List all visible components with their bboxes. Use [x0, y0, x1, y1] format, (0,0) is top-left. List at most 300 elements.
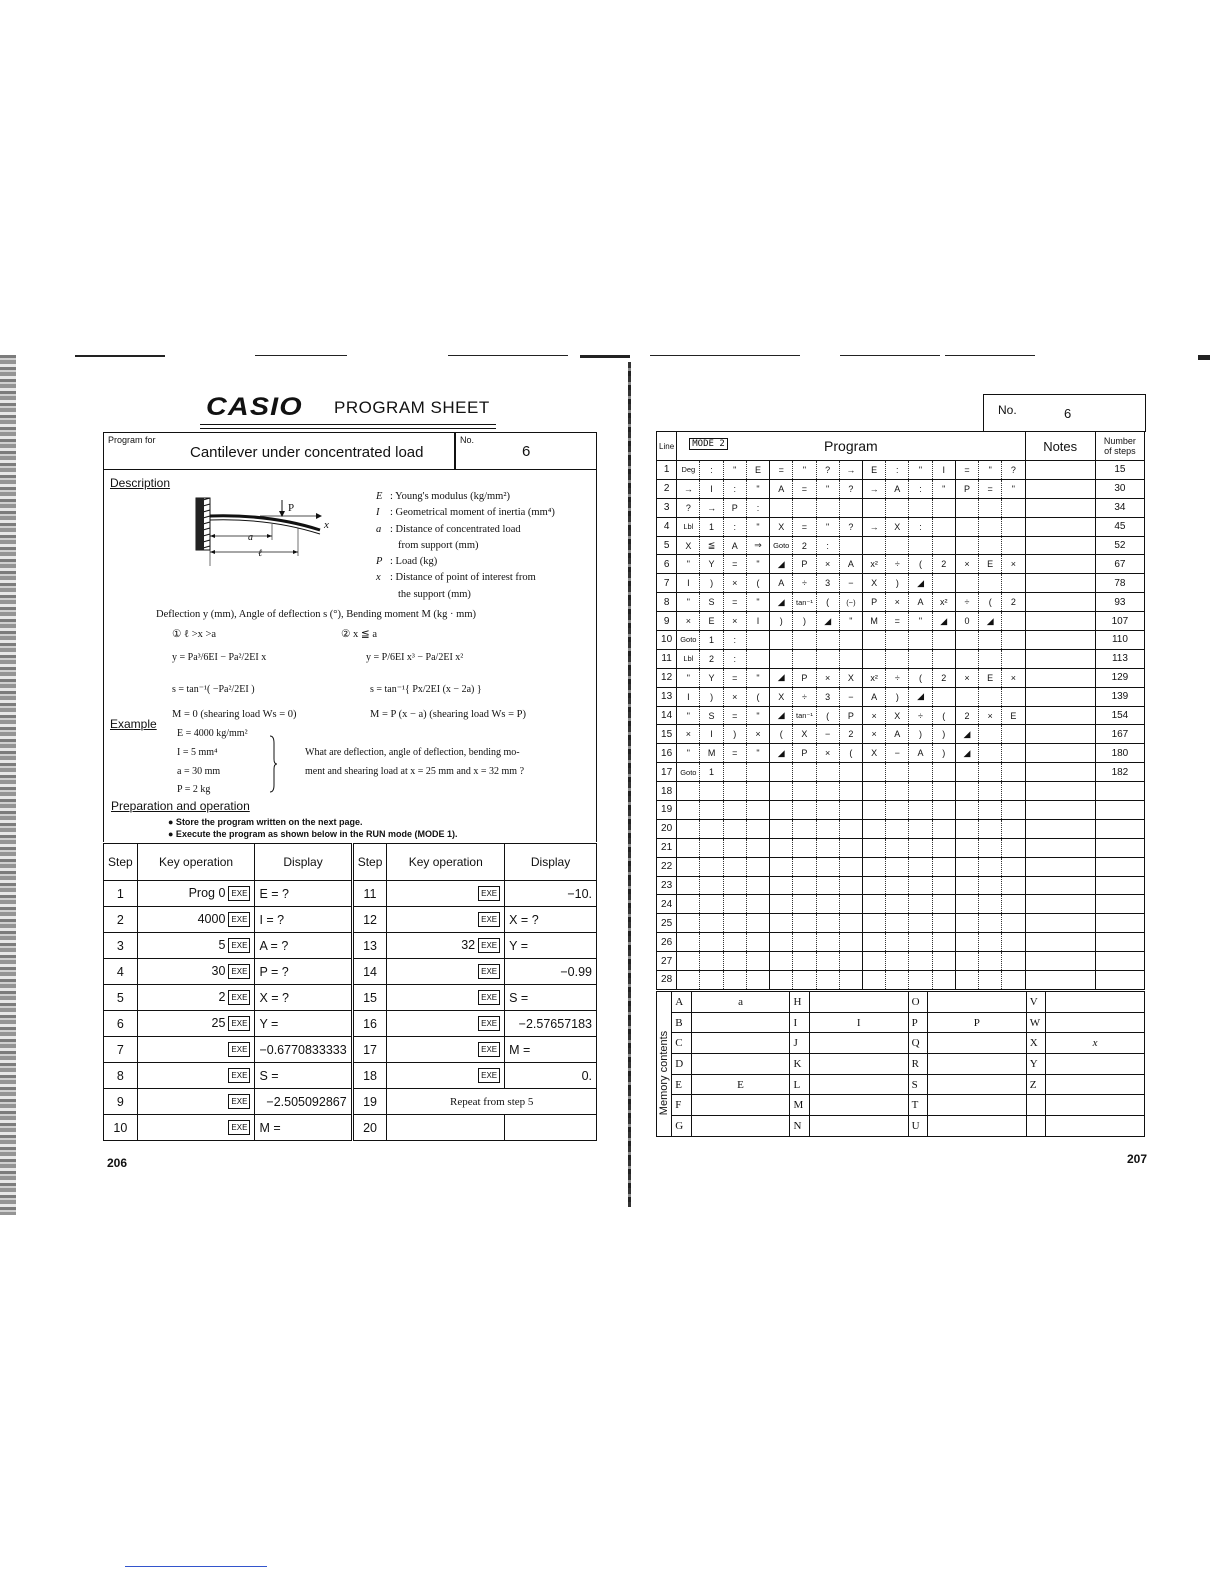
line-number: 6	[657, 555, 677, 574]
program-cell	[770, 801, 793, 820]
program-cell: x²	[862, 555, 885, 574]
program-cell: 2	[932, 668, 955, 687]
notes-cell	[1025, 668, 1095, 687]
program-cell	[816, 876, 839, 895]
program-cell	[770, 782, 793, 801]
program-cell	[979, 649, 1002, 668]
program-cell: "	[979, 461, 1002, 480]
program-cell	[862, 857, 885, 876]
line-number: 11	[657, 649, 677, 668]
program-cell	[723, 819, 746, 838]
program-cell	[955, 517, 978, 536]
notes-cell	[1025, 838, 1095, 857]
program-cell	[1002, 801, 1025, 820]
program-line	[657, 536, 1145, 555]
program-cell	[979, 819, 1002, 838]
program-cell	[1002, 876, 1025, 895]
program-cell: ÷	[909, 706, 932, 725]
program-line	[657, 744, 1145, 763]
prep-bullets	[168, 816, 457, 840]
program-cell	[979, 971, 1002, 990]
notes-cell	[1025, 706, 1095, 725]
program-cell	[932, 819, 955, 838]
program-cell	[862, 914, 885, 933]
memory-register: L	[790, 1074, 809, 1095]
program-cell	[955, 838, 978, 857]
memory-value: P	[927, 1012, 1026, 1033]
program-line	[657, 612, 1145, 631]
program-cell	[886, 498, 909, 517]
program-line	[657, 725, 1145, 744]
steps-cell: 67	[1095, 555, 1144, 574]
program-cell: (	[932, 706, 955, 725]
exe-key: EXE	[228, 938, 250, 953]
program-cell: :	[886, 461, 909, 480]
scan-line	[1198, 355, 1210, 360]
notes-cell	[1025, 801, 1095, 820]
step-number: 7	[104, 1037, 138, 1063]
step-number: 20	[352, 1115, 387, 1141]
key-operation-cell	[137, 1115, 255, 1141]
program-cell: =	[793, 517, 816, 536]
program-cell: I	[677, 574, 700, 593]
memory-register: P	[908, 1012, 927, 1033]
key-operation-cell	[387, 1037, 505, 1063]
program-cell: ÷	[955, 593, 978, 612]
program-cell	[1002, 971, 1025, 990]
key-entry: 25	[211, 1015, 226, 1030]
program-cell: ?	[1002, 461, 1025, 480]
program-cell: x²	[862, 668, 885, 687]
memory-value	[1046, 1054, 1145, 1075]
program-cell: =	[955, 461, 978, 480]
program-cell: ◢	[909, 574, 932, 593]
program-cell	[955, 876, 978, 895]
legend-symbol: P	[376, 556, 383, 568]
program-cell	[979, 801, 1002, 820]
program-cell	[746, 763, 769, 782]
program-cell: −	[839, 687, 862, 706]
legend-row	[376, 505, 555, 521]
description-heading: Description	[110, 476, 171, 490]
program-cell: ?	[677, 498, 700, 517]
program-cell: 2	[955, 706, 978, 725]
program-table	[656, 431, 1145, 990]
program-cell: ⇒	[746, 536, 769, 555]
program-cell: "	[909, 612, 932, 631]
display-cell: −10.	[505, 881, 597, 907]
key-entry: 30	[211, 963, 226, 978]
memory-value	[809, 1033, 908, 1054]
program-cell: 3	[816, 574, 839, 593]
program-cell: P	[793, 744, 816, 763]
program-cell	[979, 895, 1002, 914]
steps-cell: 15	[1095, 461, 1144, 480]
legend-row	[376, 489, 555, 505]
steps-cell: 45	[1095, 517, 1144, 536]
program-cell: ×	[723, 612, 746, 631]
memory-value: I	[809, 1012, 908, 1033]
program-cell	[793, 895, 816, 914]
program-cell	[979, 876, 1002, 895]
divider	[454, 433, 456, 469]
scan-line	[448, 355, 568, 356]
step-number: 3	[104, 933, 138, 959]
steps-cell	[1095, 782, 1144, 801]
program-cell: :	[909, 479, 932, 498]
program-rows	[657, 461, 1145, 990]
legend-text: : Load (kg)	[390, 556, 438, 568]
program-cell: x²	[932, 593, 955, 612]
program-cell: P	[793, 668, 816, 687]
program-cell: ◢	[909, 687, 932, 706]
line-number: 2	[657, 479, 677, 498]
notes-cell	[1025, 461, 1095, 480]
program-cell	[932, 933, 955, 952]
table-row	[104, 1063, 597, 1089]
display-cell: 0.	[505, 1063, 597, 1089]
program-cell	[909, 536, 932, 555]
program-cell: ×	[979, 706, 1002, 725]
program-cell: I	[746, 612, 769, 631]
steps-cell: 167	[1095, 725, 1144, 744]
program-cell	[955, 631, 978, 650]
program-cell	[932, 895, 955, 914]
program-cell	[909, 782, 932, 801]
program-cell	[816, 933, 839, 952]
program-cell	[746, 649, 769, 668]
program-cell	[862, 649, 885, 668]
key-operation-cell	[137, 1063, 255, 1089]
program-line	[657, 461, 1145, 480]
program-cell	[746, 952, 769, 971]
notes-cell	[1025, 952, 1095, 971]
program-cell: ÷	[886, 668, 909, 687]
steps-cell: 52	[1095, 536, 1144, 555]
program-cell	[862, 876, 885, 895]
program-cell	[909, 649, 932, 668]
program-cell: "	[746, 593, 769, 612]
program-cell: Lbl	[677, 649, 700, 668]
step-header: Step	[352, 844, 387, 881]
program-cell	[886, 801, 909, 820]
step-number: 9	[104, 1089, 138, 1115]
no-label: No.	[998, 403, 1017, 417]
program-cell: Y	[700, 555, 723, 574]
program-cell	[677, 838, 700, 857]
program-cell: −	[886, 744, 909, 763]
memory-register: Y	[1026, 1054, 1045, 1075]
step-number: 10	[104, 1115, 138, 1141]
program-cell	[793, 933, 816, 952]
program-cell: tan⁻¹	[793, 706, 816, 725]
program-cell	[932, 649, 955, 668]
program-cell	[955, 914, 978, 933]
display-cell: M =	[255, 1115, 352, 1141]
memory-value	[809, 1074, 908, 1095]
program-cell	[1002, 895, 1025, 914]
program-cell	[979, 782, 1002, 801]
program-cell: ×	[746, 725, 769, 744]
program-cell	[909, 857, 932, 876]
memory-register: D	[672, 1054, 691, 1075]
program-cell	[723, 763, 746, 782]
program-cell	[816, 838, 839, 857]
notes-cell	[1025, 536, 1095, 555]
key-operation-rows	[104, 881, 597, 1141]
program-cell: →	[862, 517, 885, 536]
program-cell	[932, 914, 955, 933]
program-cell: (	[909, 668, 932, 687]
program-cell	[862, 498, 885, 517]
steps-cell: 154	[1095, 706, 1144, 725]
program-cell: )	[723, 725, 746, 744]
line-number: 13	[657, 687, 677, 706]
step-number: 17	[352, 1037, 387, 1063]
program-cell	[677, 952, 700, 971]
no-value: 6	[1064, 406, 1072, 421]
line-number: 26	[657, 933, 677, 952]
program-cell: −	[816, 725, 839, 744]
program-cell: Y	[700, 668, 723, 687]
program-cell: I	[700, 725, 723, 744]
program-cell	[746, 838, 769, 857]
program-cell: "	[816, 517, 839, 536]
program-cell: )	[886, 574, 909, 593]
program-cell	[1002, 744, 1025, 763]
legend-text: : Distance of point of interest from	[390, 572, 536, 584]
program-cell	[932, 517, 955, 536]
program-cell: ≦	[700, 536, 723, 555]
program-cell	[839, 649, 862, 668]
program-cell	[979, 763, 1002, 782]
display-cell: S =	[255, 1063, 352, 1089]
key-operation-cell	[387, 933, 505, 959]
diagram-l-label: ℓ	[258, 548, 263, 559]
program-cell	[816, 895, 839, 914]
program-cell	[816, 857, 839, 876]
program-cell: "	[1002, 479, 1025, 498]
program-cell	[955, 687, 978, 706]
step-number: 5	[104, 985, 138, 1011]
program-cell	[839, 876, 862, 895]
program-cell	[770, 649, 793, 668]
program-line	[657, 782, 1145, 801]
program-cell	[700, 819, 723, 838]
program-cell	[909, 819, 932, 838]
step-number: 2	[104, 907, 138, 933]
program-cell	[955, 819, 978, 838]
program-line	[657, 631, 1145, 650]
program-cell	[932, 631, 955, 650]
program-cell	[793, 498, 816, 517]
program-cell	[955, 801, 978, 820]
program-cell: "	[677, 706, 700, 725]
notes-cell	[1025, 819, 1095, 838]
program-cell: Goto	[677, 631, 700, 650]
display-cell: X = ?	[505, 907, 597, 933]
program-cell: 1	[700, 763, 723, 782]
memory-row	[657, 992, 1145, 1013]
program-cell	[862, 782, 885, 801]
program-cell: E	[700, 612, 723, 631]
memory-register: B	[672, 1012, 691, 1033]
program-cell	[886, 895, 909, 914]
program-cell	[793, 914, 816, 933]
display-cell: −0.6770833333	[255, 1037, 352, 1063]
table-row	[104, 1115, 597, 1141]
program-cell: ◢	[770, 593, 793, 612]
program-cell	[955, 952, 978, 971]
program-cell	[723, 838, 746, 857]
legend-row	[376, 587, 555, 603]
memory-register: W	[1026, 1012, 1045, 1033]
display-cell: P = ?	[255, 959, 352, 985]
program-cell	[886, 971, 909, 990]
program-cell	[955, 649, 978, 668]
program-cell: "	[746, 555, 769, 574]
program-cell	[677, 782, 700, 801]
table-row	[104, 907, 597, 933]
step-number: 4	[104, 959, 138, 985]
program-cell: E	[1002, 706, 1025, 725]
steps-cell	[1095, 857, 1144, 876]
program-line	[657, 498, 1145, 517]
step-number: 11	[352, 881, 387, 907]
program-cell	[677, 971, 700, 990]
program-cell	[746, 857, 769, 876]
program-cell	[886, 952, 909, 971]
program-cell: ◢	[932, 612, 955, 631]
program-cell: X	[886, 706, 909, 725]
key-operation-cell	[137, 959, 255, 985]
program-cell: "	[746, 668, 769, 687]
program-cell: (−)	[839, 593, 862, 612]
key-operation-cell	[137, 907, 255, 933]
diagram-a-label: a	[248, 532, 253, 543]
program-cell	[862, 838, 885, 857]
notes-cell	[1025, 857, 1095, 876]
display-cell	[505, 1115, 597, 1141]
program-line	[657, 517, 1145, 536]
steps-cell: 107	[1095, 612, 1144, 631]
table-row	[104, 959, 597, 985]
program-cell	[1002, 782, 1025, 801]
step-number: 18	[352, 1063, 387, 1089]
memory-value	[927, 992, 1026, 1013]
program-cell	[909, 498, 932, 517]
program-cell: "	[746, 479, 769, 498]
program-number-box	[983, 394, 1146, 432]
program-cell	[886, 631, 909, 650]
memory-register: K	[790, 1054, 809, 1075]
program-cell	[723, 801, 746, 820]
table-row	[104, 1037, 597, 1063]
program-cell: S	[700, 593, 723, 612]
line-number: 8	[657, 593, 677, 612]
program-cell: ÷	[886, 555, 909, 574]
program-cell	[723, 782, 746, 801]
memory-side-cell	[657, 992, 672, 1137]
program-cell	[770, 819, 793, 838]
program-cell: (	[816, 593, 839, 612]
program-cell: :	[909, 517, 932, 536]
exe-key: EXE	[478, 1068, 500, 1083]
program-cell	[839, 763, 862, 782]
program-cell	[886, 763, 909, 782]
program-cell: E	[979, 668, 1002, 687]
notes-cell	[1025, 725, 1095, 744]
program-cell: "	[677, 668, 700, 687]
title-rule	[200, 424, 496, 429]
line-number: 18	[657, 782, 677, 801]
program-cell	[979, 517, 1002, 536]
program-cell	[1002, 838, 1025, 857]
program-cell: ◢	[770, 555, 793, 574]
exe-key: EXE	[228, 1094, 250, 1109]
program-header-label: Program	[824, 438, 878, 454]
bullet-execute: ● Execute the program as shown below in the RUN mode (MODE 1).	[168, 829, 458, 839]
program-cell: I	[700, 479, 723, 498]
equation-s1: s = tan⁻¹( −Pa²/2EI )	[172, 684, 255, 695]
program-cell: "	[793, 461, 816, 480]
notes-cell	[1025, 517, 1095, 536]
program-cell	[723, 933, 746, 952]
program-cell: :	[723, 649, 746, 668]
equation-m1: M = 0 (shearing load Ws = 0)	[172, 709, 297, 720]
exe-key: EXE	[228, 912, 250, 927]
program-cell	[746, 895, 769, 914]
program-cell	[955, 971, 978, 990]
legend-row	[376, 538, 555, 554]
program-cell: X	[793, 725, 816, 744]
memory-value	[927, 1054, 1026, 1075]
program-line	[657, 593, 1145, 612]
memory-register: R	[908, 1054, 927, 1075]
memory-value	[1046, 1116, 1145, 1137]
program-cell	[932, 574, 955, 593]
program-cell	[793, 801, 816, 820]
program-cell	[979, 914, 1002, 933]
program-cell: A	[723, 536, 746, 555]
program-line	[657, 857, 1145, 876]
memory-value	[1046, 1095, 1145, 1116]
program-cell	[793, 819, 816, 838]
scan-line	[75, 355, 165, 357]
example-heading: Example	[110, 717, 157, 731]
program-cell	[839, 536, 862, 555]
program-cell: :	[723, 479, 746, 498]
program-cell: ?	[816, 461, 839, 480]
program-name: Cantilever under concentrated load	[190, 444, 424, 461]
program-cell	[862, 536, 885, 555]
program-cell	[979, 498, 1002, 517]
program-line	[657, 763, 1145, 782]
memory-value	[809, 992, 908, 1013]
memory-register	[1026, 1095, 1045, 1116]
steps-cell	[1095, 895, 1144, 914]
casio-logo: CASIO	[206, 393, 303, 421]
program-line	[657, 668, 1145, 687]
steps-cell: 180	[1095, 744, 1144, 763]
memory-value	[809, 1054, 908, 1075]
variable-legend	[376, 489, 555, 603]
notes-cell	[1025, 933, 1095, 952]
program-cell	[770, 971, 793, 990]
program-cell: )	[932, 725, 955, 744]
memory-value: a	[691, 992, 790, 1013]
table-header-row	[104, 844, 597, 881]
